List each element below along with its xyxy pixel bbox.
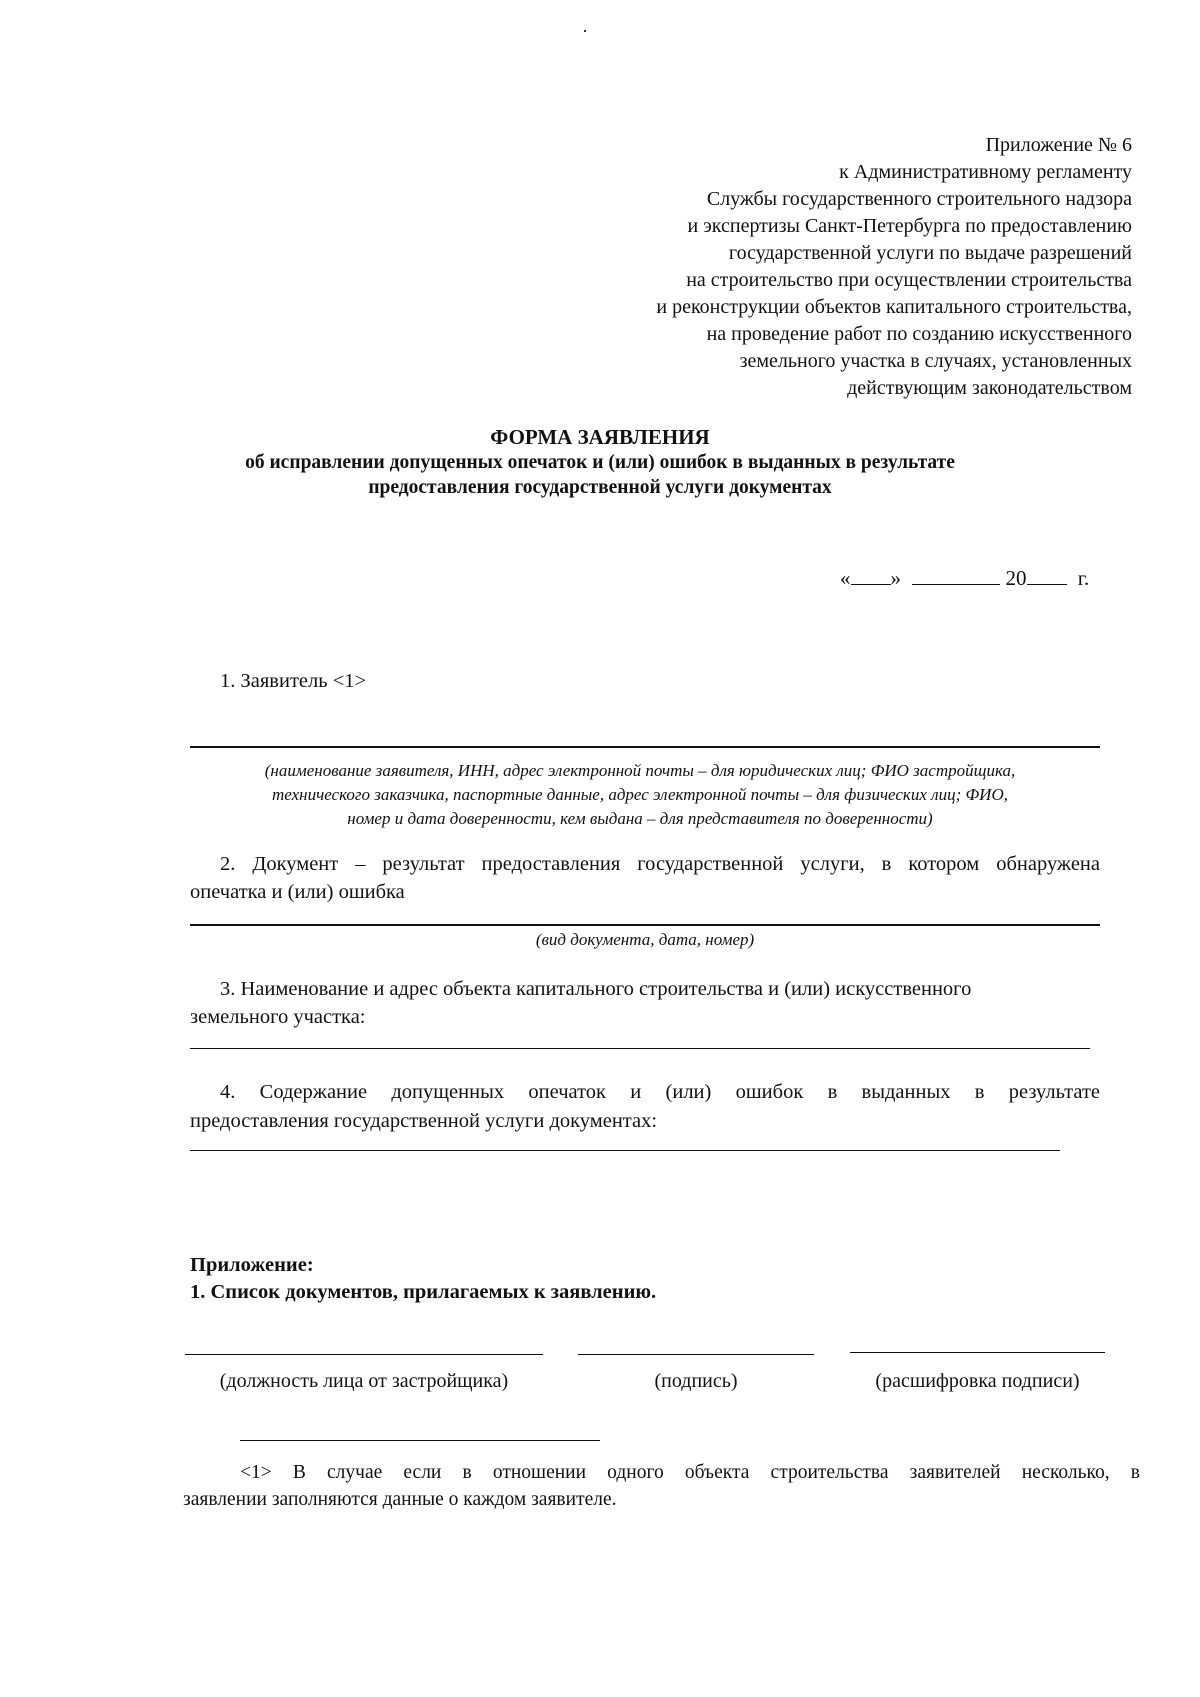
object-line1: 3. Наименование и адрес объекта капитального строительства и (или) искусственного	[220, 978, 972, 1000]
applicant-fill-line[interactable]	[190, 746, 1100, 748]
document-line2: опечатка и (или) ошибка	[190, 881, 405, 903]
document-hint: (вид документа, дата, номер)	[535, 930, 755, 949]
appendix-header	[560, 132, 1132, 402]
appendix-line: Приложение № 6	[985, 134, 1132, 156]
year-blank[interactable]	[1027, 570, 1067, 585]
decoding-signature-line[interactable]	[850, 1352, 1105, 1353]
attachment-item: 1. Список документов, прилагаемых к заявлению.	[190, 1281, 657, 1303]
signature-line[interactable]	[578, 1354, 814, 1355]
applicant-hint	[170, 759, 1110, 831]
month-blank[interactable]	[912, 570, 1000, 585]
position-caption: (должность лица от застройщика)	[219, 1370, 509, 1392]
object-fill-line[interactable]	[190, 1048, 1090, 1049]
errors-fill-line[interactable]	[190, 1150, 1060, 1151]
applicant-label: 1. Заявитель <1>	[220, 670, 367, 692]
applicant-hint-line: номер и дата доверенности, кем выдана – для представителя по доверенности)	[347, 809, 933, 828]
form-subtitle-line2: предоставления государственной услуги документах	[368, 477, 832, 498]
signature-caption: (подпись)	[654, 1370, 738, 1392]
appendix-line: к Административному регламенту	[839, 161, 1132, 183]
date-open-quote: «	[840, 566, 851, 590]
form-title: ФОРМА ЗАЯВЛЕНИЯ	[490, 425, 710, 449]
appendix-line: и реконструкции объектов капитального строительства,	[656, 296, 1132, 318]
year-prefix: 20	[1005, 566, 1027, 590]
applicant-hint-line: (наименование заявителя, ИНН, адрес электронной почты – для юридических лиц; ФИО застройщика,	[264, 761, 1016, 780]
day-blank[interactable]	[851, 570, 891, 585]
appendix-line: на строительство при осуществлении строительства	[686, 269, 1132, 291]
year-suffix: г.	[1077, 566, 1090, 590]
appendix-line: действующим законодательством	[847, 377, 1132, 399]
date-close-quote: »	[890, 566, 901, 590]
footnote-separator	[240, 1440, 600, 1441]
document-line1: 2. Документ – результат предоставления государственной услуги, в котором обнаружена	[220, 853, 1100, 875]
appendix-line: на проведение работ по созданию искусственного	[706, 323, 1132, 345]
errors-line2: предоставления государственной услуги документах:	[190, 1110, 658, 1132]
applicant-hint-line: технического заказчика, паспортные данные, адрес электронной почты – для физических лиц; ФИО,	[272, 785, 1008, 804]
attachment-heading: Приложение:	[190, 1254, 314, 1276]
position-signature-line[interactable]	[185, 1354, 543, 1355]
errors-line1: 4. Содержание допущенных опечаток и (или) ошибок в выданных в результате	[220, 1081, 1100, 1103]
object-line2: земельного участка:	[190, 1006, 366, 1028]
footnote-line2: заявлении заполняются данные о каждом заявителе.	[183, 1489, 617, 1510]
document-fill-line[interactable]	[190, 924, 1100, 926]
scan-speck	[584, 30, 586, 32]
appendix-line: государственной услуги по выдаче разрешений	[728, 242, 1132, 264]
appendix-line: Службы государственного строительного надзора	[706, 188, 1132, 210]
form-subtitle-line1: об исправлении допущенных опечаток и (или) ошибок в выданных в результате	[245, 452, 955, 473]
appendix-line: и экспертизы Санкт-Петербурга по предоставлению	[687, 215, 1132, 237]
date-line	[840, 566, 1089, 591]
footnote-line1: <1> В случае если в отношении одного объекта строительства заявителей несколько, в	[240, 1462, 1140, 1483]
decoding-caption: (расшифровка подписи)	[875, 1370, 1080, 1392]
appendix-line: земельного участка в случаях, установленных	[739, 350, 1132, 372]
